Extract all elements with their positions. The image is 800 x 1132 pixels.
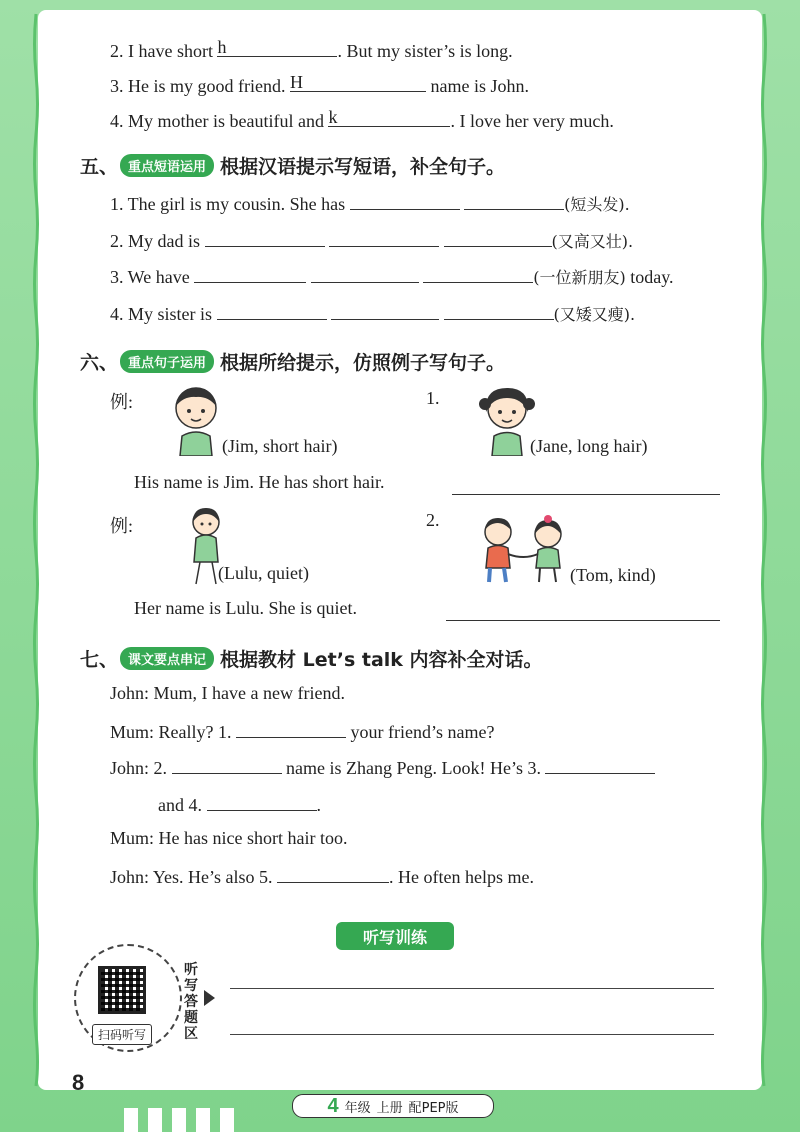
q5-item-1-text: 1. The girl is my cousin. She has [110,194,350,214]
q4-item-4-end: . I love her very much. [450,111,614,131]
dialogue-line-2 [110,719,494,743]
answer-blank[interactable] [423,264,533,283]
question-2-caption: (Tom, kind) [570,565,656,585]
section-number: 六、 [80,352,119,374]
q4-item-3-end: name is John. [425,76,529,96]
dialogue-line-2-end: your friend’s name? [345,722,495,742]
chinese-hint: (一位新朋友) [533,268,626,287]
q5-item-1 [110,191,630,215]
answer-blank[interactable] [290,73,426,92]
section-badge: 重点短语运用 [120,154,214,177]
answer-line-2[interactable] [446,620,720,621]
chinese-hint: (又矮又瘦). [553,305,636,324]
q4-item-3-text: 3. He is my good friend. [110,76,290,96]
answer-blank[interactable] [217,301,327,320]
two-kids-illustration [474,514,574,584]
q4-item-4-text: 4. My mother is beautiful and [110,111,329,131]
section-title: 根据汉语提示写短语，补全句子。 [220,156,506,178]
decor-stripe [124,1108,138,1132]
q5-item-4-text: 4. My sister is [110,304,217,324]
decor-stripe [196,1108,210,1132]
q5-item-3-end: today. [625,267,674,287]
first-letter-hint: k [328,107,338,127]
q5-item-2-text: 2. My dad is [110,231,205,251]
answer-blank[interactable] [444,301,554,320]
example-2-caption: (Lulu, quiet) [218,563,309,583]
example-2-sentence: Her name is Lulu. She is quiet. [134,598,357,618]
answer-blank[interactable] [217,38,337,57]
section-badge: 重点句子运用 [120,350,214,373]
answer-blank[interactable] [328,108,450,127]
decor-stripe [148,1108,162,1132]
volume-label: 上册 [376,1100,403,1116]
question-2-number: 2. [426,510,440,530]
q5-item-3-text: 3. We have [110,267,195,287]
dialogue-line-3-mid: name is Zhang Peng. Look! He’s 3. [281,758,546,778]
example-1-caption: (Jim, short hair) [222,436,338,456]
decor-stripe [172,1108,186,1132]
answer-blank[interactable] [194,264,306,283]
answer-blank[interactable] [444,228,552,247]
first-letter-hint: H [289,72,303,92]
q4-item-2-end: . But my sister’s is long. [337,41,513,61]
example-1-sentence: His name is Jim. He has short hair. [134,472,385,492]
decor-stripe [220,1108,234,1132]
chinese-hint: (短头发). [564,195,630,214]
dialogue-line-2-start: Mum: Really? 1. [110,722,236,742]
question-1-number: 1. [426,388,440,408]
example-label: 例: [110,516,134,536]
dictation-tab: 听写训练 [336,922,454,950]
footer-badge [292,1094,494,1118]
answer-blank-4[interactable] [207,792,317,811]
answer-blank[interactable] [205,228,325,247]
q4-item-2 [110,38,513,62]
q5-item-3 [110,264,674,288]
section-7-heading [80,645,543,672]
answer-blank-3[interactable] [545,755,655,774]
answer-blank[interactable] [464,191,564,210]
dialogue-line-6-end: . He often helps me. [389,867,534,887]
answer-blank[interactable] [311,264,419,283]
scan-label: 扫码听写 [92,1024,152,1045]
arrow-icon [204,990,215,1006]
q5-item-2 [110,228,633,252]
answer-blank-5[interactable] [277,864,389,883]
answer-blank[interactable] [331,301,439,320]
boy-illustration [168,384,224,456]
qr-code-icon[interactable] [98,966,146,1014]
grade-number: 4 [327,1094,339,1117]
q5-item-4 [110,301,635,325]
dialogue-line-6-start: John: Yes. He’s also 5. [110,867,278,887]
dialogue-line-5: Mum: He has nice short hair too. [110,828,348,848]
section-title: 根据所给提示，仿照例子写句子。 [220,352,506,374]
girl-long-hair-illustration [478,384,536,456]
dialogue-line-3 [110,755,655,779]
dialogue-line-6 [110,864,534,888]
answer-blank[interactable] [329,228,439,247]
first-letter-hint: h [217,37,227,57]
q4-item-4 [110,108,614,132]
page-number: 8 [72,1070,85,1095]
section-number: 五、 [80,156,119,178]
dialogue-line-4-end: . [316,795,321,815]
section-number: 七、 [80,649,119,671]
answer-line-1[interactable] [452,494,720,495]
q4-item-3 [110,73,529,97]
answer-area-label: 听写答题区 [184,962,198,1042]
answer-blank-1[interactable] [236,719,346,738]
edition-label: 配PEP版 [408,1100,459,1116]
grade-label: 年级 [344,1100,371,1116]
section-6-heading [80,348,505,375]
section-badge: 课文要点串记 [120,647,214,670]
chinese-hint: (又高又壮). [551,232,634,251]
section-5-heading [80,152,505,179]
answer-blank-2[interactable] [172,755,282,774]
dialogue-line-3-start: John: 2. [110,758,172,778]
section-title: 根据教材 Let’s talk 内容补全对话。 [220,649,543,671]
answer-blank[interactable] [350,191,460,210]
q4-item-2-text: 2. I have short [110,41,218,61]
dictation-line-2[interactable] [230,1034,714,1035]
dictation-line-1[interactable] [230,988,714,989]
question-1-caption: (Jane, long hair) [530,436,648,456]
dialogue-line-4-start: and 4. [158,795,207,815]
dialogue-line-1: John: Mum, I have a new friend. [110,683,345,703]
example-label: 例: [110,392,134,412]
dialogue-line-4 [158,792,321,816]
